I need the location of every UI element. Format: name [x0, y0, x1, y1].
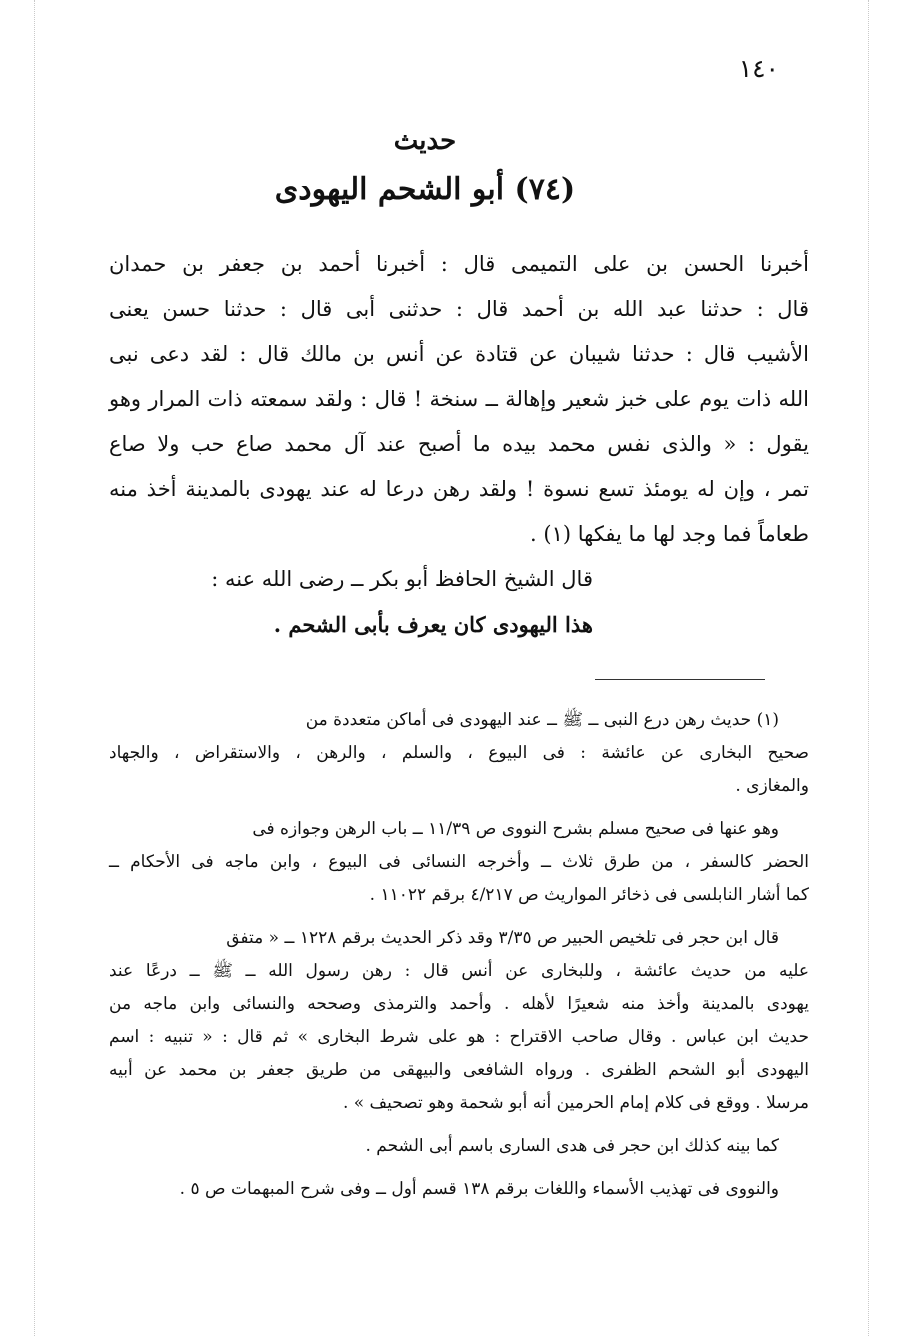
footnote-line: عليه من حديث عائشة ، وللبخارى عن أنس قال : رهن رسول الله ــ ﷺ ــ درعًا عند	[109, 961, 809, 981]
footnotes	[109, 704, 809, 1216]
footnote-line: قال ابن حجر فى تلخيص الحبير ص ٣/٣٥ وقد ذكر الحديث برقم ١٢٢٨ ــ « متفق	[226, 928, 779, 948]
footnote-line: والنووى فى تهذيب الأسماء واللغات برقم ١٣٨ قسم أول ــ وفى شرح المبهمات ص ٥ .	[179, 1179, 779, 1199]
footnote-line: يهودى بالمدينة وأخذ منه شعيرًا لأهله . وأحمد والترمذى وصححه والنسائى وابن ماجه من	[109, 994, 809, 1014]
main-text-line: الأشيب قال : حدثنا شيبان عن قتادة عن أنس بن مالك قال : لقد دعى نبى	[109, 342, 809, 366]
main-text-line: قال : حدثنا عبد الله بن أحمد قال : حدثنى أبى قال : حدثنا حسن يعنى	[109, 297, 809, 321]
right-dotted-margin-line	[868, 0, 869, 1336]
conclusion-line: هذا اليهودى كان يعرف بأبى الشحم .	[273, 612, 593, 637]
footnote-paragraph	[109, 1130, 809, 1163]
main-text-line: تمر ، وإن له يومئذ تسع نسوة ! ولقد رهن درعا له عند يهودى بالمدينة أخذ منه	[109, 477, 809, 501]
hadith-heading: حديث	[393, 126, 457, 156]
footnote-line: الحضر كالسفر ، من طرق ثلاث ــ وأخرجه النسائى فى البيوع ، وابن ماجه فى الأحكام ــ	[109, 852, 809, 872]
footnote-line: مرسلا . ووقع فى كلام إمام الحرمين أنه أبو شحمة وهو تصحيف » .	[342, 1093, 809, 1113]
footnote-line: حديث ابن عباس . وقال صاحب الاقتراح : هو على شرط البخارى » ثم قال : « تنبيه : اسم	[109, 1027, 809, 1047]
footnote-line: والمغازى .	[735, 776, 809, 796]
footnote-line: (١) حديث رهن درع النبى ــ ﷺ ــ عند اليهودى فى أماكن متعددة من	[305, 710, 779, 730]
page-number: ١٤٠	[738, 54, 779, 83]
footnote-line: كما بينه كذلك ابن حجر فى هدى السارى باسم أبى الشحم .	[365, 1136, 779, 1156]
footnote-paragraph	[109, 704, 809, 803]
footnote-paragraph	[109, 1173, 809, 1206]
footnote-paragraph	[109, 813, 809, 912]
main-text	[109, 242, 809, 647]
footnote-line: اليهودى أبو الشحم الظفرى . ورواه الشافعى والبيهقى من طريق جعفر بن محمد عن أبيه	[109, 1060, 809, 1080]
main-text-line: طعاماً فما وجد لها ما يفكها (١) .	[530, 522, 809, 546]
attribution-line: قال الشيخ الحافظ أبو بكر ــ رضى الله عنه :	[211, 567, 593, 591]
footnote-line: كما أشار النابلسى فى ذخائر المواريث ص ٤/٢١٧ برقم ١١٠٢٢ .	[369, 885, 809, 905]
footnote-paragraph	[109, 922, 809, 1120]
main-text-line: أخبرنا الحسن بن على التميمى قال : أخبرنا أحمد بن جعفر بن حمدان	[109, 252, 809, 276]
footnote-divider	[595, 679, 765, 680]
left-dotted-margin-line	[34, 0, 35, 1336]
chapter-title: (٧٤) أبو الشحم اليهودى	[274, 172, 576, 207]
main-text-line: الله ذات يوم على خبز شعير وإهالة ــ سنخة ! قال : ولقد سمعته ذات المرار وهو	[109, 387, 809, 411]
footnote-line: صحيح البخارى عن عائشة : فى البيوع ، والسلم ، والرهن ، والاستقراض ، والجهاد	[109, 743, 809, 763]
main-text-line: يقول : « والذى نفس محمد بيده ما أصبح عند آل محمد صاع حب ولا صاع	[109, 432, 809, 456]
footnote-line: وهو عنها فى صحيح مسلم بشرح النووى ص ١١/٣٩ ــ باب الرهن وجوازه فى	[252, 819, 779, 839]
